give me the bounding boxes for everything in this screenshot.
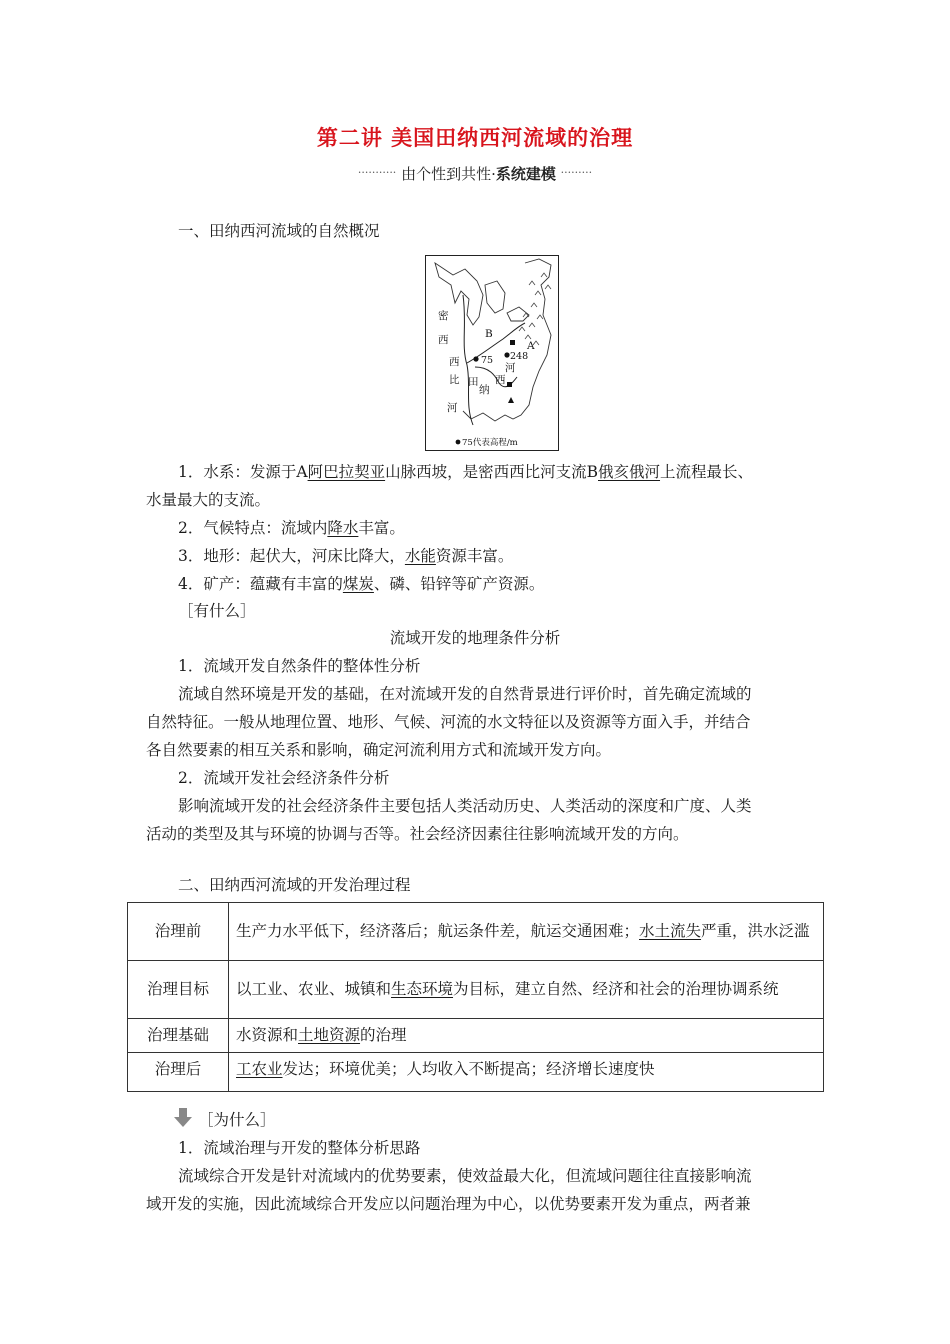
map-square-a [510,340,515,345]
item-2 [178,518,405,538]
legend-dot-icon [456,440,461,445]
table-row-content: 水资源和土地资源的治理 [229,1019,824,1053]
map-square-2 [507,382,512,387]
table-row-label: 治理后 [128,1053,229,1092]
map-point-248 [504,352,509,357]
item-1-text-b: 山脉西坡，是密西西比河支流B [385,463,598,481]
map-label-a: A [527,340,535,352]
map-legend: 75代表高程/m [462,438,518,448]
subtitle-dots-left: ··········· [357,166,397,179]
subtitle-bold: 系统建模 [495,165,556,183]
what-marker: ［有什么］ [178,602,256,620]
item-3 [178,546,513,566]
map-label-west: 西 [495,374,506,386]
why-line-1: 流域综合开发是针对流域内的优势要素，使效益最大化，但流域问题往往直接影响流 [178,1167,752,1185]
item-2-num: 2． [178,519,204,537]
analysis-1-line-2: 自然特征。一般从地理位置、地形、气候、河流的水文特征以及资源等方面入手，并结合 [146,713,751,731]
item-4-num: 4． [178,575,204,593]
item-1-num: 1． [178,463,204,481]
table-row-label: 治理基础 [128,1019,229,1053]
map-label-mi-2: 西 [438,334,449,346]
item-4-text-b: 、磷、铅锌等矿产资源。 [373,575,545,593]
analysis-title: 流域开发的地理条件分析 [389,629,561,647]
table-row [128,1053,824,1092]
why-marker: ［为什么］ [198,1111,276,1129]
item-4-answer: 煤炭 [342,575,374,593]
subtitle [0,163,950,184]
map-label-mi-5: 河 [447,402,458,414]
table-row-content: 生产力水平低下，经济落后；航运条件差，航运交通困难；水土流失严重，洪水泛滥 [229,903,824,961]
subtitle-text: 由个性到共性· [401,165,496,183]
map-label-mi-1: 密 [438,310,449,322]
item-3-text-b: 资源丰富。 [435,547,514,565]
item-1-text-c: 上流程最长、 [660,463,754,481]
analysis-2-heading: 2．流域开发社会经济条件分析 [178,769,390,787]
item-1-text-a: 水系：发源于A [203,463,308,481]
arrow-down-icon [174,1108,192,1128]
table-row-label: 治理前 [128,903,229,961]
map-elevation-248: 248 [510,351,529,362]
table-row-label: 治理目标 [128,961,229,1019]
item-4-text-a: 矿产：蕴藏有丰富的 [203,575,343,593]
why-line-2: 域开发的实施，因此流域综合开发应以问题治理为中心，以优势要素开发为重点，两者兼 [146,1195,751,1213]
item-1 [178,462,753,482]
map-label-mi-3: 西 [449,356,460,368]
map-label-tn-1: 田 [468,376,479,388]
analysis-1-line-1: 流域自然环境是开发的基础，在对流域开发的自然背景进行评价时，首先确定流域的 [178,685,752,703]
map-label-tn-2: 纳 [479,384,490,396]
item-1-answer-2: 俄亥俄河 [598,463,661,481]
analysis-2-line-2: 活动的类型及其与环境的协调与否等。社会经济因素往往影响流域开发的方向。 [146,825,689,843]
map-label-river: 河 [505,362,516,374]
analysis-1-line-3: 各自然要素的相互关系和影响，确定河流利用方式和流域开发方向。 [146,741,612,759]
analysis-2-line-1: 影响流域开发的社会经济条件主要包括人类活动历史、人类活动的深度和广度、人类 [178,797,752,815]
item-1-cont: 水量最大的支流。 [146,491,271,509]
why-heading: 1．流域治理与开发的整体分析思路 [178,1139,421,1157]
table-row [128,1019,824,1053]
page-title: 第二讲 美国田纳西河流域的治理 [316,126,634,150]
table-row [128,961,824,1019]
item-2-answer: 降水 [327,519,359,537]
table-row [128,903,824,961]
map-label-mi-4: 比 [449,374,460,386]
item-2-text-b: 丰富。 [358,519,405,537]
analysis-1-heading: 1．流域开发自然条件的整体性分析 [178,657,421,675]
tennessee-basin-map [425,255,559,451]
section1-heading: 一、田纳西河流域的自然概况 [178,222,380,240]
map-label-b: B [485,328,493,340]
item-3-text-a: 地形：起伏大，河床比降大， [203,547,405,565]
item-3-answer: 水能 [404,547,436,565]
map-elevation-75: 75 [481,355,494,366]
table-row-content: 以工业、农业、城镇和生态环境为目标，建立自然、经济和社会的治理协调系统 [229,961,824,1019]
subtitle-dots-right: ········· [560,166,593,179]
item-4 [178,574,544,594]
governance-table [127,902,824,1092]
map-point-75 [473,356,478,361]
item-1-answer-1: 阿巴拉契亚 [307,463,386,481]
item-2-text-a: 气候特点：流域内 [203,519,328,537]
item-3-num: 3． [178,547,204,565]
section2-heading: 二、田纳西河流域的开发治理过程 [178,876,411,894]
table-row-content: 工农业发达；环境优美；人均收入不断提高；经济增长速度快 [229,1053,824,1092]
